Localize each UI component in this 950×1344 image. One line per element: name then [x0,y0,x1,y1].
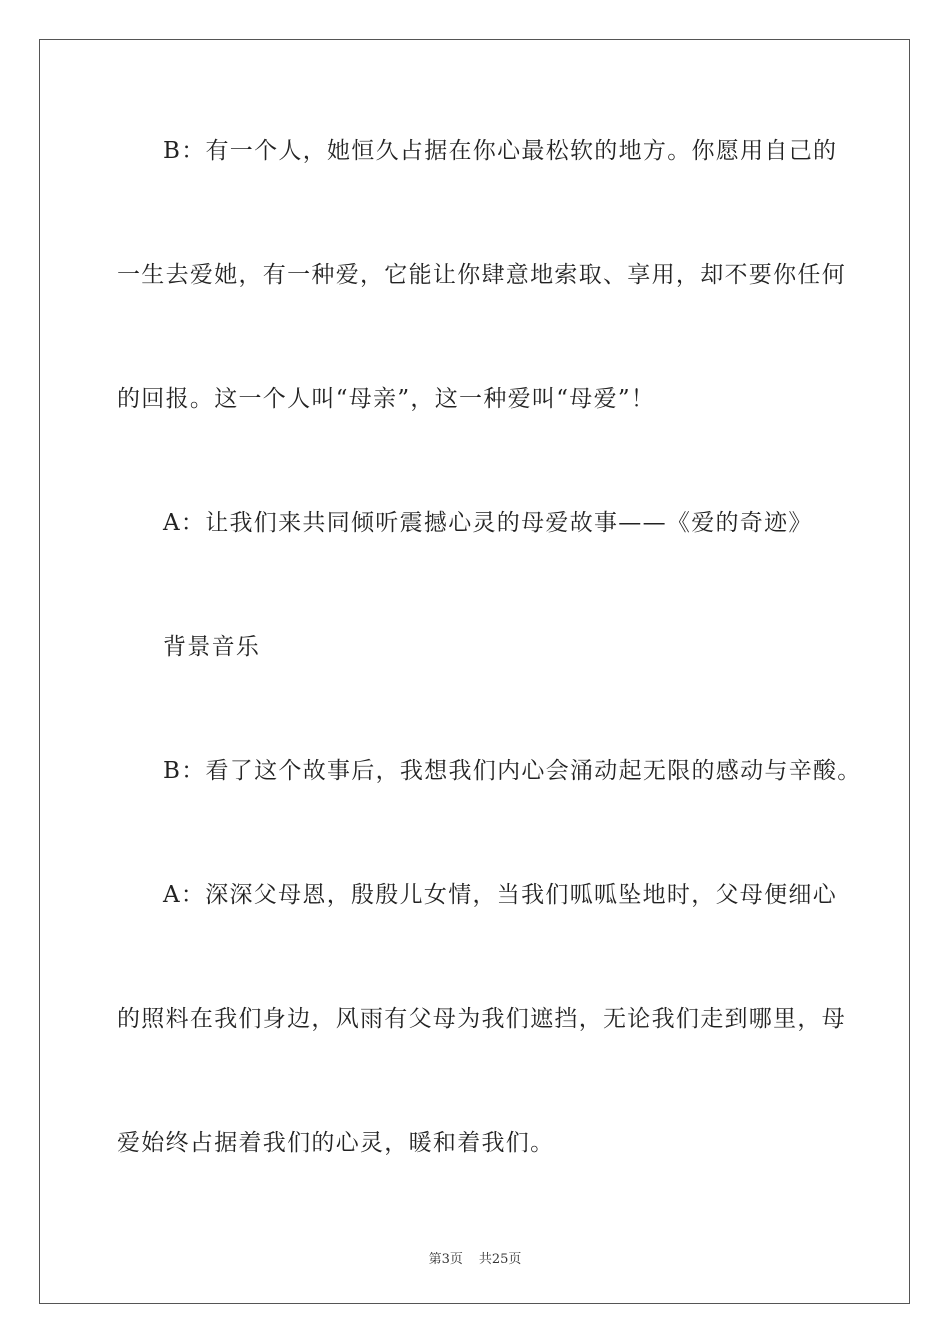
page-frame [39,39,910,1304]
paragraph-line: A：深深父母恩，殷殷儿女情，当我们呱呱坠地时，父母便细心 [163,882,838,908]
paragraph-line: B：看了这个故事后，我想我们内心会涌动起无限的感动与辛酸。 [163,758,862,784]
paragraph-line: 的照料在我们身边，风雨有父母为我们遮挡，无论我们走到哪里，母 [117,1006,846,1032]
paragraph-line: A：让我们来共同倾听震撼心灵的母爱故事——《爱的奇迹》 [163,510,813,536]
page-number: 第3页 [428,1252,463,1267]
paragraph-line: B：有一个人，她恒久占据在你心最松软的地方。你愿用自己的 [163,138,838,164]
paragraph-line: 的回报。这一个人叫“母亲”，这一种爱叫“母爱”！ [117,386,656,412]
page-footer [0,1248,950,1267]
page-total: 共25页 [478,1252,522,1267]
paragraph-line: 爱始终占据着我们的心灵，暖和着我们。 [117,1130,555,1156]
paragraph-line: 一生去爱她，有一种爱，它能让你肆意地索取、享用，却不要你任何 [117,262,846,288]
paragraph-line: 背景音乐 [163,634,261,660]
